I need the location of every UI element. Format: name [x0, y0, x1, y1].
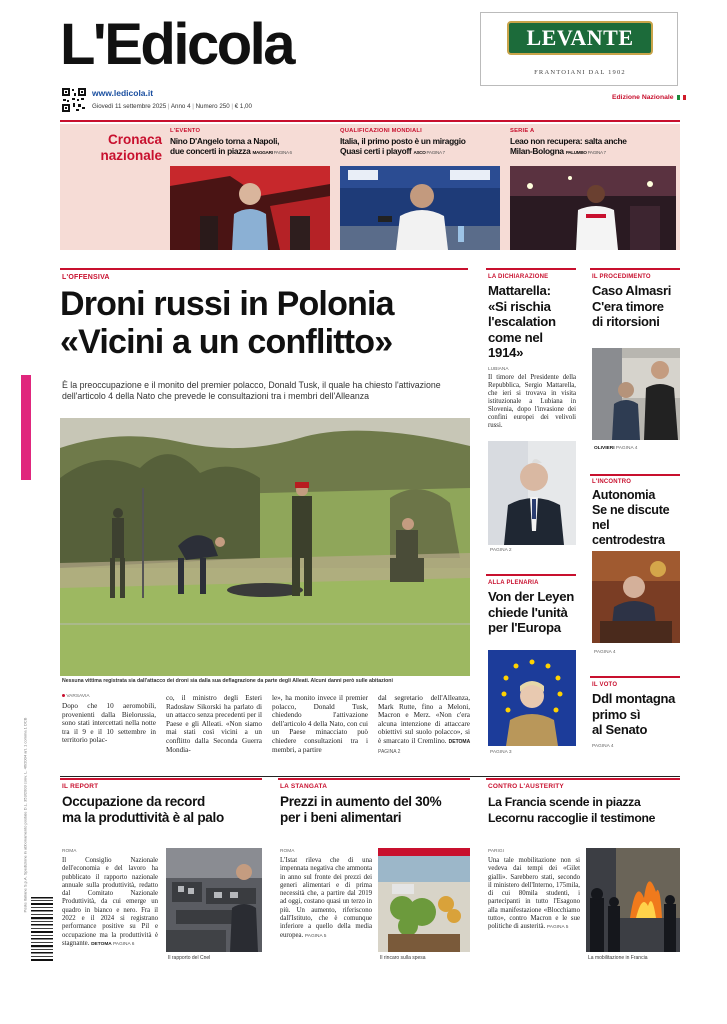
sidebar-article-mattarella[interactable]: LA DICHIARAZIONE Mattarella: «Si rischia l'escalation come nel 1914» LUBIANA Il timore del Presidente della Repubblica, Sergio Mattarella, che ieri si trovava in visita istituzionale a Lubiana in Slovenia, dopo l'invasione dei confini europei dei velivoli russi. — [488, 274, 576, 429]
edition-label: Edizione Nazionale — [612, 94, 686, 101]
dateline: VARSAVIA — [62, 694, 90, 699]
bottom-rule-3 — [486, 778, 680, 780]
vertical-imprint: Poste Italiane S.p.A. Spedizione in abbonamento postale D.L. 353/2003 conv. L. 46/2004 art. 1 comma 1 DCB — [22, 717, 28, 913]
sidebar-headline: Caso Almasri C'era timore di ritorsioni — [592, 283, 672, 329]
teaser-item[interactable]: SERIE A Leao non recupera: salta anche Milan-Bologna PALUMBO PAGINA 7 — [510, 128, 676, 248]
sidebar-headline: Von der Leyen chiede l'unità per l'Europa — [488, 589, 574, 635]
bottom-headline: Prezzi in aumento del 30% per i beni alimentari — [280, 794, 442, 825]
sidebar-headline: Mattarella: «Si rischia l'escalation come nel 1914» — [488, 283, 556, 360]
issue-year: Anno 4 — [170, 103, 191, 110]
teaser-headline: Leao non recupera: salta anche Milan-Bologna PALUMBO PAGINA 7 — [510, 136, 627, 156]
main-story-col-2: co, il ministro degli Esteri Radosław Sikorski ha parlato di un attacco senza precedenti per il Paese e gli Alleati. «Non siamo mai stati così vicini a un conflitto dalla Seconda Guerra Mondia- — [166, 694, 262, 754]
main-story-headline[interactable]: Droni russi in Polonia «Vicini a un conflitto» — [60, 285, 394, 361]
levante-brand: LEVANTE — [526, 25, 634, 50]
masthead-logo[interactable]: L'Edicola — [60, 12, 294, 77]
main-story-photo-caption: Nessuna vittima registrata sia dall'attacco dei droni sia dalla sua deflagrazione da parte degli Alleati. Alcuni danni però sulle abitazioni — [62, 678, 393, 684]
teaser-section-label: Cronaca nazionale — [100, 132, 162, 163]
qr-code-icon — [62, 88, 86, 112]
bottom-photo-report — [166, 848, 262, 952]
issue-number: Numero 250 — [195, 103, 230, 110]
masthead — [60, 8, 680, 120]
sidebar-article-almasri[interactable]: IL PROCEDIMENTO Caso Almasri C'era timore di ritorsioni — [592, 274, 680, 454]
sidebar-headline: Ddl montagna primo sì al Senato — [592, 691, 676, 737]
main-story-col-3: le», ha monito invece il premier polacco, Donald Tusk, chiedendo l'attivazione dell'articolo 4 della Nato, con cui un Paese minacciato può chiedere consultazioni tra i membri, a partire — [272, 694, 368, 754]
masthead-website[interactable]: www.ledicola.it — [92, 88, 154, 98]
teaser-bar — [60, 124, 680, 250]
main-story-col-4: dal segretario dell'Alleanza, Mark Rutte, fino a Meloni, Macron e Merz. «Non c'era alcuna intenzione di attaccare obiettivi sul suolo polacco», si è smarcato il Cremlino. DETOMA PAGINA 2 — [378, 694, 471, 755]
main-story-col-1: Dopo che 10 aeromobili, provenienti dalla Bielorussia, sono stati intercettati nella notte tra il 9 e il 10 settembre in territorio polac- — [62, 702, 156, 745]
sidebar-photo-von-der-leyen — [488, 650, 576, 746]
date: Giovedì 11 settembre 2025 — [92, 103, 167, 110]
masthead-rule — [60, 120, 680, 122]
sidebar-middle-rule-2 — [486, 574, 576, 576]
barcode-icon — [30, 895, 54, 963]
main-story-photo — [60, 418, 470, 676]
bottom-divider — [60, 776, 680, 777]
sidebar-article-von-der-leyen[interactable]: ALLA PLENARIA Von der Leyen chiede l'unità per l'Europa — [488, 580, 574, 635]
sidebar-article-montagna[interactable]: IL VOTO Ddl montagna primo sì al Senato PAGINA 4 — [592, 682, 680, 762]
bottom-headline: Occupazione da record ma la produttività è al palo — [62, 794, 224, 825]
location-pin-icon — [62, 694, 65, 697]
italy-flag-icon — [677, 95, 686, 100]
sidebar-article-autonomia[interactable]: L'INCONTRO Autonomia Se ne discute nel centrodestra — [592, 479, 680, 559]
price: € 1,00 — [234, 103, 252, 110]
sidebar-photo-almasri — [592, 348, 680, 440]
levante-ad[interactable] — [480, 12, 678, 86]
bottom-rule-2 — [278, 778, 470, 780]
bottom-article-report[interactable]: IL REPORT Occupazione da record ma la produttività è al palo ROMA Il Consiglio Nazionale dell'economia e del lavoro ha pubblicato il rapporto nazionale annuale sulla produttività, redatto dal Comitato Nazionale Produttività, da cui emerge un quadro in bianco e nero. Fra il 2022 e il 2024 si registrano performance positive su Pil e occupazione ma la produttività è stagnante. DETOMA PAGINA 6 — [62, 783, 262, 973]
sidebar-right-rule — [590, 268, 680, 270]
teaser-photo-footballer — [510, 166, 676, 250]
teaser-photo-concert — [170, 166, 330, 250]
bottom-article-francia[interactable]: CONTRO L'AUSTERITY La Francia scende in piazza Lecornu raccoglie il testimone PARIGI Una tale mobilitazione non si vedeva dai tempi dei «Gilet gialli». Sarebbero stati, secondo il ministero dell'Interno, 175mila, di cui 80mila studenti, i partecipanti in tutto l'Esagono alla manifestazione «Blocchiamo tutto», contro Macron e le sue politiche di austerità. PAGINA 5 — [488, 783, 680, 973]
teaser-photo-coach — [340, 166, 500, 250]
masthead-dateline: Giovedì 11 settembre 2025 | Anno 4 | Numero 250 | € 1,00 — [92, 103, 252, 110]
teaser-item[interactable]: L'EVENTO Nino D'Angelo torna a Napoli, due concerti in piazza MAGGARI PAGINA 6 — [170, 128, 330, 248]
sidebar-right-rule-2 — [590, 474, 680, 476]
page-edge-marker — [21, 375, 31, 480]
main-story-deck: È la preoccupazione e il monito del premier polacco, Donald Tusk, il quale ha chiesto l'attivazione dell'articolo 4 della Nato che prevede le consultazioni tra i membri dell'Alleanza — [62, 380, 441, 401]
sidebar-photo-mattarella — [488, 441, 576, 545]
main-story-body — [62, 694, 471, 764]
sidebar-right-rule-3 — [590, 676, 680, 678]
bottom-photo-francia — [586, 848, 680, 952]
teaser-headline: Nino D'Angelo torna a Napoli, due concerti in piazza MAGGARI PAGINA 6 — [170, 136, 292, 156]
sidebar-headline: Autonomia Se ne discute nel centrodestra — [592, 488, 670, 547]
levante-tagline: FRANTOIANI DAL 1902 — [534, 69, 626, 76]
main-story-rule — [60, 268, 468, 270]
bottom-headline: La Francia scende in piazza Lecornu raccoglie il testimone — [488, 795, 656, 825]
teaser-item[interactable]: QUALIFICAZIONI MONDIALI Italia, il primo posto è un miraggio Quasi certi i playoff ASCO PAGINA 7 — [340, 128, 500, 248]
teaser-headline: Italia, il primo posto è un miraggio Quasi certi i playoff ASCO PAGINA 7 — [340, 136, 466, 156]
sidebar-photo-autonomia — [592, 551, 680, 643]
bottom-rule-1 — [60, 778, 262, 780]
sidebar-middle-rule — [486, 268, 576, 270]
bottom-article-prezzi[interactable]: LA STANGATA Prezzi in aumento del 30% per i beni alimentari ROMA L'Istat rileva che di una impennata negativa che ammonta in anno sul fronte dei prezzi dei generi alimentari e di prima necessità che, a partire dal 2019 ad oggi, costano quasi un terzo in più. Un aumento, riferiscono dall'Istituto, che è comunque inferiore a quello della media europea. PAGINA 5 — [280, 783, 470, 973]
bottom-photo-prezzi — [378, 848, 470, 952]
main-story-kicker: L'OFFENSIVA — [62, 274, 110, 281]
